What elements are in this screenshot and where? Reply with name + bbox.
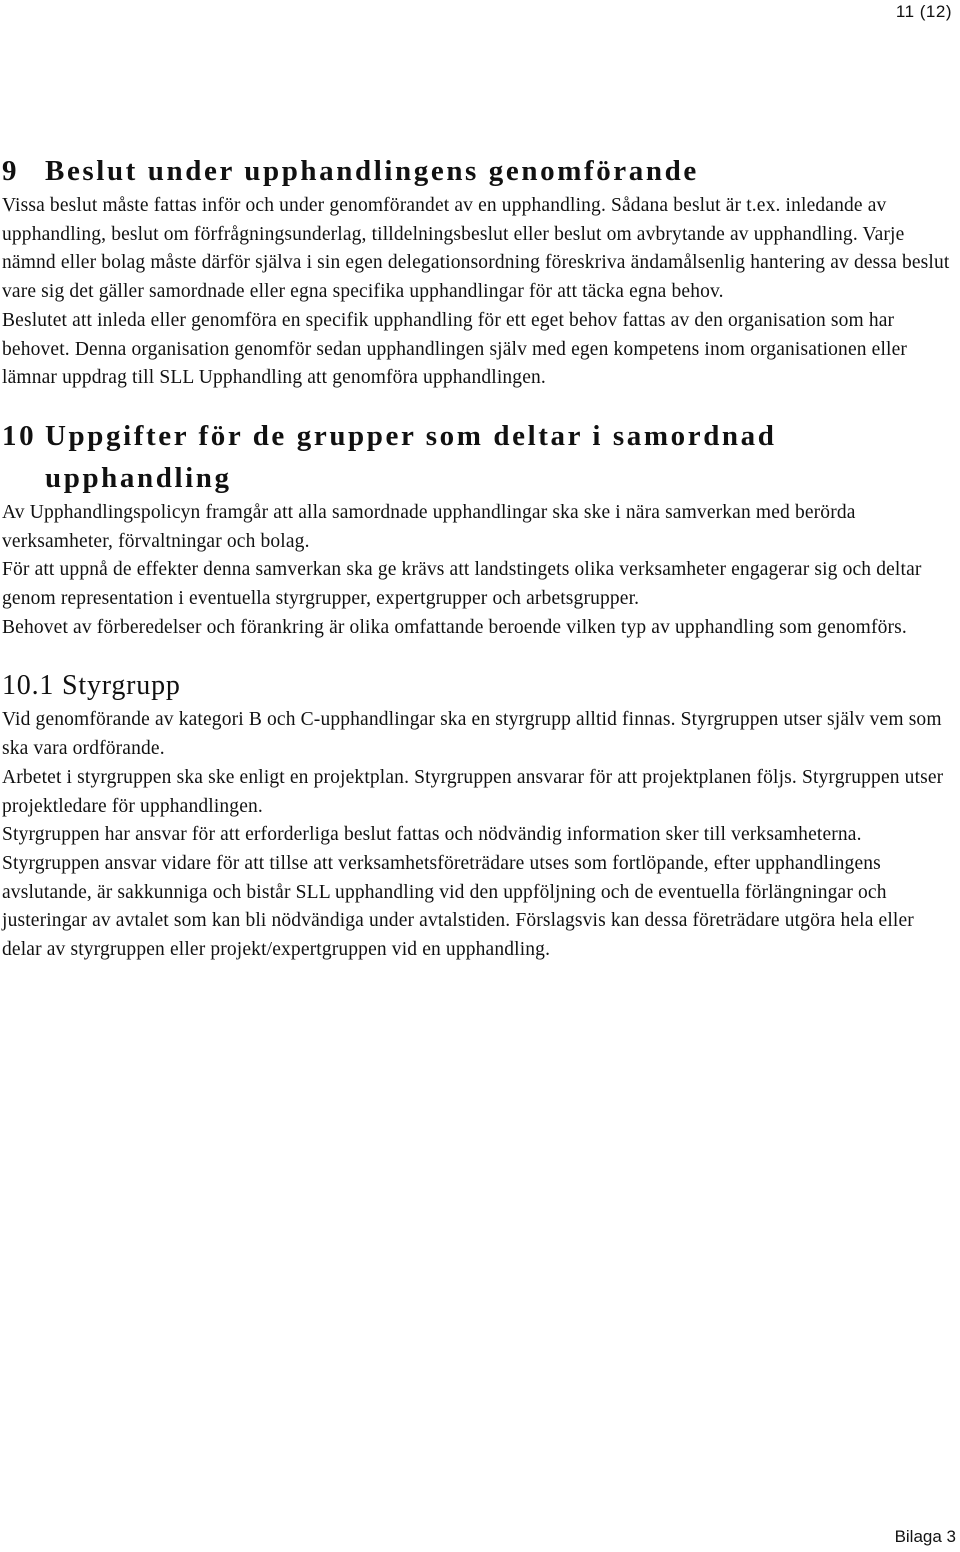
section-9-paragraph: Vissa beslut måste fattas inför och under genomförandet av en upphandling. Sådana beslut är t.ex. inledande av upphandling, beslut om förfrågningsunderlag, tilldelningsbeslut eller beslut om avbrytande av upphandling. Varje nämnd eller bolag måste därför själva i sin egen delegationsordning föreskriva ändamålsenlig hantering av dessa beslut vare sig det gäller samordnade eller egna specifika upphandlingar för att täcka egna behov. [2,195,950,303]
page-number: 11 (12) [895,2,952,21]
section-10-1 [2,666,952,964]
section-9-paragraph: Beslutet att inleda eller genomföra en specifik upphandling för ett eget behov fattas av den organisation som har behovet. Denna organisation genomför sedan upphandlingen själv med egen kompetens inom organisationen eller lämnar uppdrag till SLL Upphandling att genomföra upphandlingen. [2,309,908,389]
section-10-paragraph: Behovet av förberedelser och förankring är olika omfattande beroende vilken typ av upphandling som genomförs. [2,616,907,638]
section-10-number: 10 [2,419,37,452]
section-10-1-paragraph: Vid genomförande av kategori B och C-upphandlingar ska en styrgrupp alltid finnas. Styrgruppen utser själv vem som ska vara ordförande. [2,709,942,760]
section-10-paragraph: Av Upphandlingspolicyn framgår att alla samordnade upphandlingar ska ske i nära samverkan med berörda verksamheter, förvaltningar och bolag. [2,501,856,552]
section-10-paragraph: För att uppnå de effekter denna samverkan ska ge krävs att landstingets olika verksamheter engagerar sig och deltar genom representation i eventuella styrgrupper, expertgrupper och arbetsgrupper. [2,559,922,610]
section-10-1-heading: 10.1 Styrgrupp [2,670,181,702]
section-10-1-paragraph: Styrgruppen ansvar vidare för att tillse att verksamhetsföreträdare utses som fortlöpande, efter upphandlingens avslutande, är sakkunniga och bistår SLL upphandling vid den uppföljning och de eventuella förlängningar och justeringar av avtalet som kan bli nödvändiga under avtalstiden. Förslagsvis kan dessa företrädare utgöra hela eller delar av styrgruppen eller projekt/expertgruppen vid en upphandling. [2,852,914,961]
section-9 [2,150,952,393]
section-9-number: 9 [2,155,20,187]
section-10-1-paragraph: Arbetet i styrgruppen ska ske enligt en projektplan. Styrgruppen ansvarar för att projektplanen följs. Styrgruppen utser projektledare för upphandlingen. [2,766,944,817]
section-10-1-paragraph: Styrgruppen har ansvar för att erforderliga beslut fattas och nödvändig information sker till verksamheterna. [2,824,862,846]
section-10 [2,415,952,643]
section-10-heading [2,415,952,499]
footer-label: Bilaga 3 [894,1527,956,1546]
section-9-heading [2,150,952,192]
document-body [2,150,952,965]
section-9-title: Beslut under upphandlingens genomförande [45,155,699,187]
section-10-title: Uppgifter för de grupper som deltar i samordnad upphandling [45,419,777,494]
